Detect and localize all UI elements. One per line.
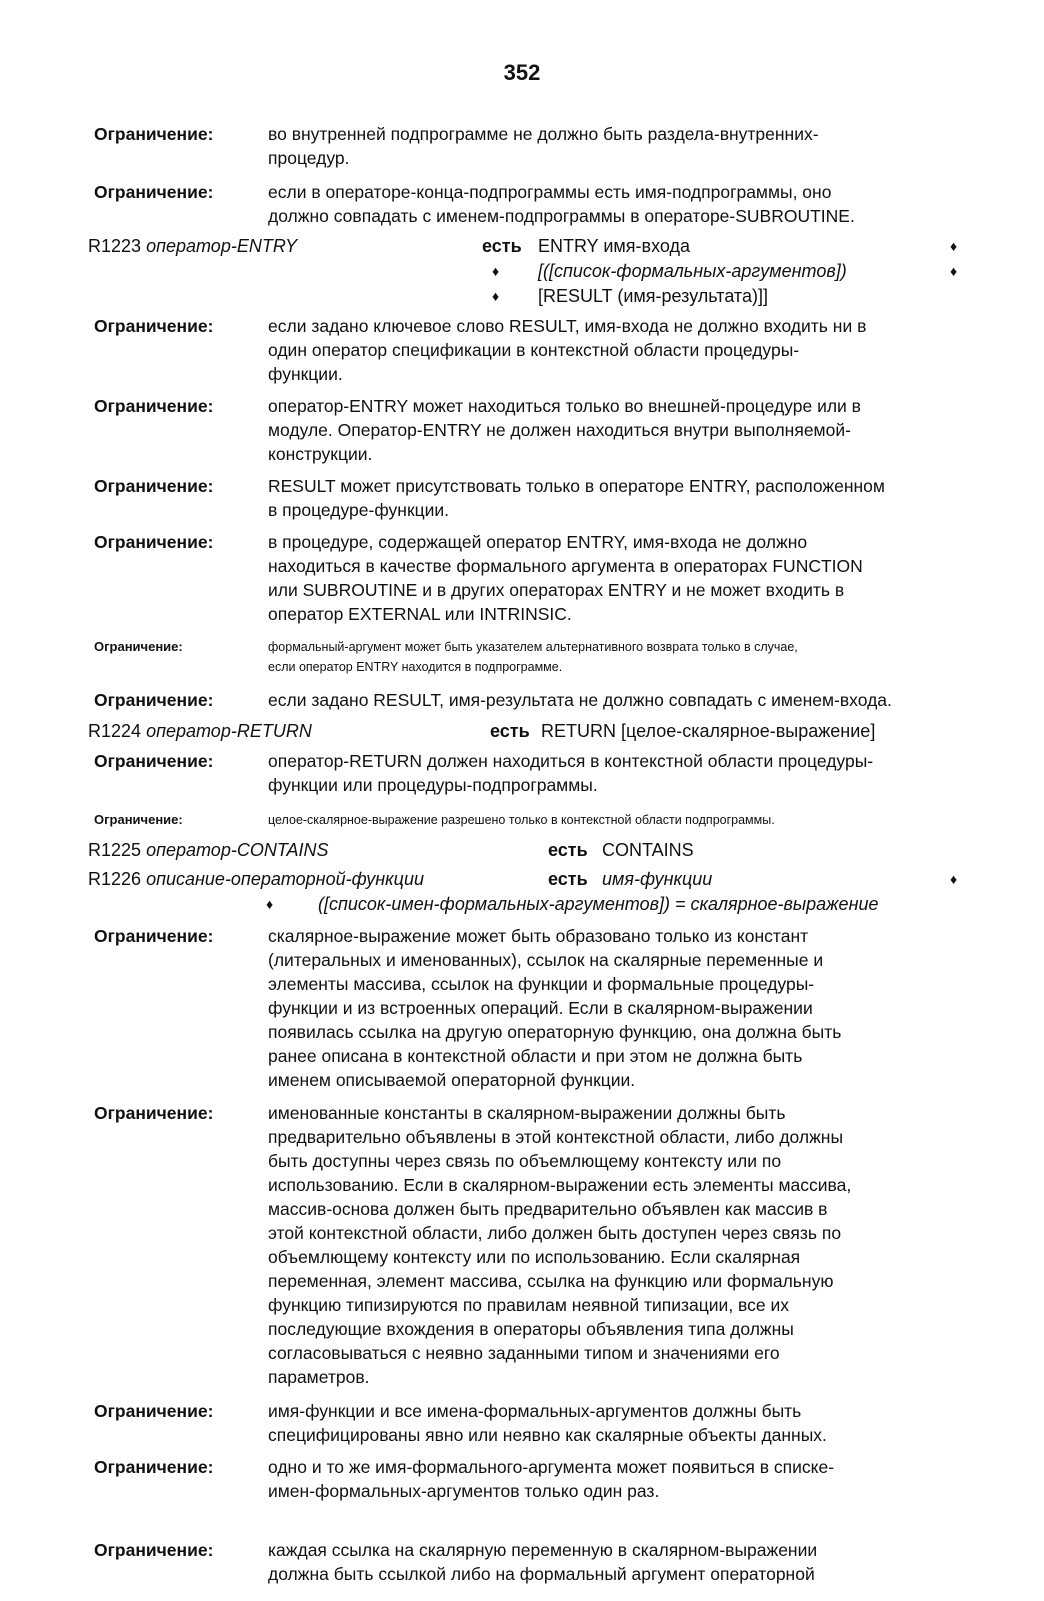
continuation-diamond: ♦ [950, 871, 958, 887]
constraint-text [268, 637, 968, 677]
text-line: в процедуре-функции. [268, 500, 450, 520]
text-line: появилась ссылка на другую операторную функцию, она должна быть [268, 1022, 842, 1042]
rule-keyword: есть [548, 869, 588, 889]
rule-number-and-name [88, 719, 312, 743]
page-number: 352 [503, 60, 541, 85]
constraint-text [268, 530, 968, 626]
rule-number-and-name [88, 867, 424, 891]
text-line: имя-функции и все имена-формальных-аргументов должны быть [268, 1401, 802, 1421]
rule-number-and-name [88, 234, 297, 258]
rule-keyword: есть [482, 236, 522, 256]
constraint-label: Ограничение: [94, 1401, 214, 1421]
text-line: во внутренней подпрограмме не должно быть раздела-внутренних- [268, 124, 819, 144]
text-line: именем описываемой операторной функции. [268, 1070, 636, 1090]
text-line: процедур. [268, 148, 350, 168]
text-line: каждая ссылка на скалярную переменную в скалярном-выражении [268, 1540, 818, 1560]
constraint-text [268, 1538, 968, 1586]
text-line: переменная, элемент массива, ссылка на функцию или формальную [268, 1271, 834, 1291]
constraint-label: Ограничение: [94, 639, 183, 654]
constraint-text [268, 122, 968, 170]
text-line: если задано RESULT, имя-результата не должно совпадать с именем-входа. [268, 690, 892, 710]
rule-definition: [RESULT (имя-результата)]] [538, 286, 768, 306]
text-line: если оператор ENTRY находится в подпрограмме. [268, 660, 563, 674]
constraint-label: Ограничение: [94, 476, 214, 496]
constraint-label: Ограничение: [94, 690, 214, 710]
constraint-label: Ограничение: [94, 396, 214, 416]
text-line: специфицированы явно или неявно как скалярные объекты данных. [268, 1425, 827, 1445]
text-line: массив-основа должен быть предварительно объявлен как массив в [268, 1199, 828, 1219]
text-line: целое-скалярное-выражение разрешено только в контекстной области подпрограммы. [268, 813, 775, 827]
rule-number: R1223 [88, 236, 142, 256]
text-line: функции или процедуры-подпрограммы. [268, 775, 598, 795]
text-line: модуле. Оператор-ENTRY не должен находиться внутри выполняемой- [268, 420, 851, 440]
constraint-label: Ограничение: [94, 812, 183, 827]
constraint-label: Ограничение: [94, 1540, 214, 1560]
text-line: скалярное-выражение может быть образовано только из констант [268, 926, 809, 946]
continuation-diamond: ♦ [492, 263, 500, 279]
constraint-text [268, 474, 968, 522]
text-line: или SUBROUTINE и в других операторах ENTRY и не может входить в [268, 580, 845, 600]
rule-definition: [([список-формальных-аргументов]) [538, 261, 847, 281]
text-line: объемлющему контексту или по использованию. Если скалярная [268, 1247, 801, 1267]
continuation-diamond: ♦ [492, 288, 500, 304]
text-line: находиться в качестве формального аргумента в операторах FUNCTION [268, 556, 863, 576]
text-line: конструкции. [268, 444, 373, 464]
text-line: этой контекстной области, либо должен быть доступен через связь по [268, 1223, 842, 1243]
constraint-text [268, 1455, 968, 1503]
constraint-text [268, 314, 968, 386]
rule-definition: ENTRY имя-входа [538, 236, 691, 256]
constraint-text [268, 180, 968, 228]
text-line: использованию. Если в скалярном-выражении есть элементы массива, [268, 1175, 852, 1195]
text-line: имен-формальных-аргументов только один раз. [268, 1481, 660, 1501]
rule-keyword: есть [490, 721, 530, 741]
rule-definition: CONTAINS [602, 840, 694, 860]
text-line: оператор-ENTRY может находиться только во внешней-процедуре или в [268, 396, 861, 416]
text-line: оператор EXTERNAL или INTRINSIC. [268, 604, 572, 624]
text-line: именованные константы в скалярном-выражении должны быть [268, 1103, 786, 1123]
constraint-label: Ограничение: [94, 316, 214, 336]
constraint-text [268, 394, 968, 466]
constraint-label: Ограничение: [94, 926, 214, 946]
text-line: функцию типизируются по правилам неявной типизации, все их [268, 1295, 790, 1315]
rule-definition: ([список-имен-формальных-аргументов]) = скалярное-выражение [318, 894, 879, 914]
continuation-diamond: ♦ [950, 263, 958, 279]
text-line: параметров. [268, 1367, 370, 1387]
text-line: функции и из встроенных операций. Если в скалярном-выражении [268, 998, 813, 1018]
rule-number: R1224 [88, 721, 142, 741]
constraint-label: Ограничение: [94, 124, 214, 144]
text-line: предварительно объявлены в этой контекстной области, либо должны [268, 1127, 844, 1147]
rule-name: оператор-CONTAINS [146, 840, 329, 860]
rule-name: описание-операторной-функции [146, 869, 424, 889]
text-line: элементы массива, ссылок на функции и формальные процедуры- [268, 974, 815, 994]
rule-definition: RETURN [целое-скалярное-выражение] [541, 721, 876, 741]
constraint-label: Ограничение: [94, 1103, 214, 1123]
text-line: один оператор спецификации в контекстной области процедуры- [268, 340, 800, 360]
text-line: должна быть ссылкой либо на формальный аргумент операторной [268, 1564, 815, 1584]
continuation-diamond: ♦ [266, 896, 274, 912]
text-line: формальный-аргумент может быть указателем альтернативного возврата только в случае, [268, 640, 798, 654]
constraint-text [268, 1399, 968, 1447]
rule-name: оператор-RETURN [146, 721, 312, 741]
text-line: RESULT может присутствовать только в операторе ENTRY, расположенном [268, 476, 885, 496]
text-line: функции. [268, 364, 343, 384]
constraint-text [268, 924, 968, 1092]
constraint-label: Ограничение: [94, 532, 214, 552]
rule-number-and-name [88, 838, 329, 862]
rule-definition: имя-функции [602, 869, 713, 889]
text-line: (литеральных и именованных), ссылок на скалярные переменные и [268, 950, 824, 970]
text-line: оператор-RETURN должен находиться в контекстной области процедуры- [268, 751, 874, 771]
text-line: ранее описана в контекстной области и при этом не должна быть [268, 1046, 803, 1066]
text-line: если в операторе-конца-подпрограммы есть имя-подпрограммы, оно [268, 182, 832, 202]
rule-number: R1226 [88, 869, 142, 889]
text-line: быть доступны через связь по объемлющему контексту или по [268, 1151, 782, 1171]
rule-name: оператор-ENTRY [146, 236, 298, 256]
text-line: согласовываться с неявно заданными типом и значениями его [268, 1343, 780, 1363]
continuation-diamond: ♦ [950, 238, 958, 254]
text-line: в процедуре, содержащей оператор ENTRY, имя-входа не должно [268, 532, 808, 552]
constraint-text [268, 749, 968, 797]
rule-number: R1225 [88, 840, 142, 860]
constraint-text [268, 810, 968, 830]
constraint-label: Ограничение: [94, 751, 214, 771]
text-line: одно и то же имя-формального-аргумента может появиться в списке- [268, 1457, 835, 1477]
constraint-label: Ограничение: [94, 1457, 214, 1477]
text-line: если задано ключевое слово RESULT, имя-входа не должно входить ни в [268, 316, 867, 336]
text-line: последующие вхождения в операторы объявления типа должны [268, 1319, 794, 1339]
constraint-label: Ограничение: [94, 182, 214, 202]
constraint-text [268, 688, 968, 712]
rule-keyword: есть [548, 840, 588, 860]
constraint-text [268, 1101, 968, 1389]
text-line: должно совпадать с именем-подпрограммы в операторе-SUBROUTINE. [268, 206, 855, 226]
